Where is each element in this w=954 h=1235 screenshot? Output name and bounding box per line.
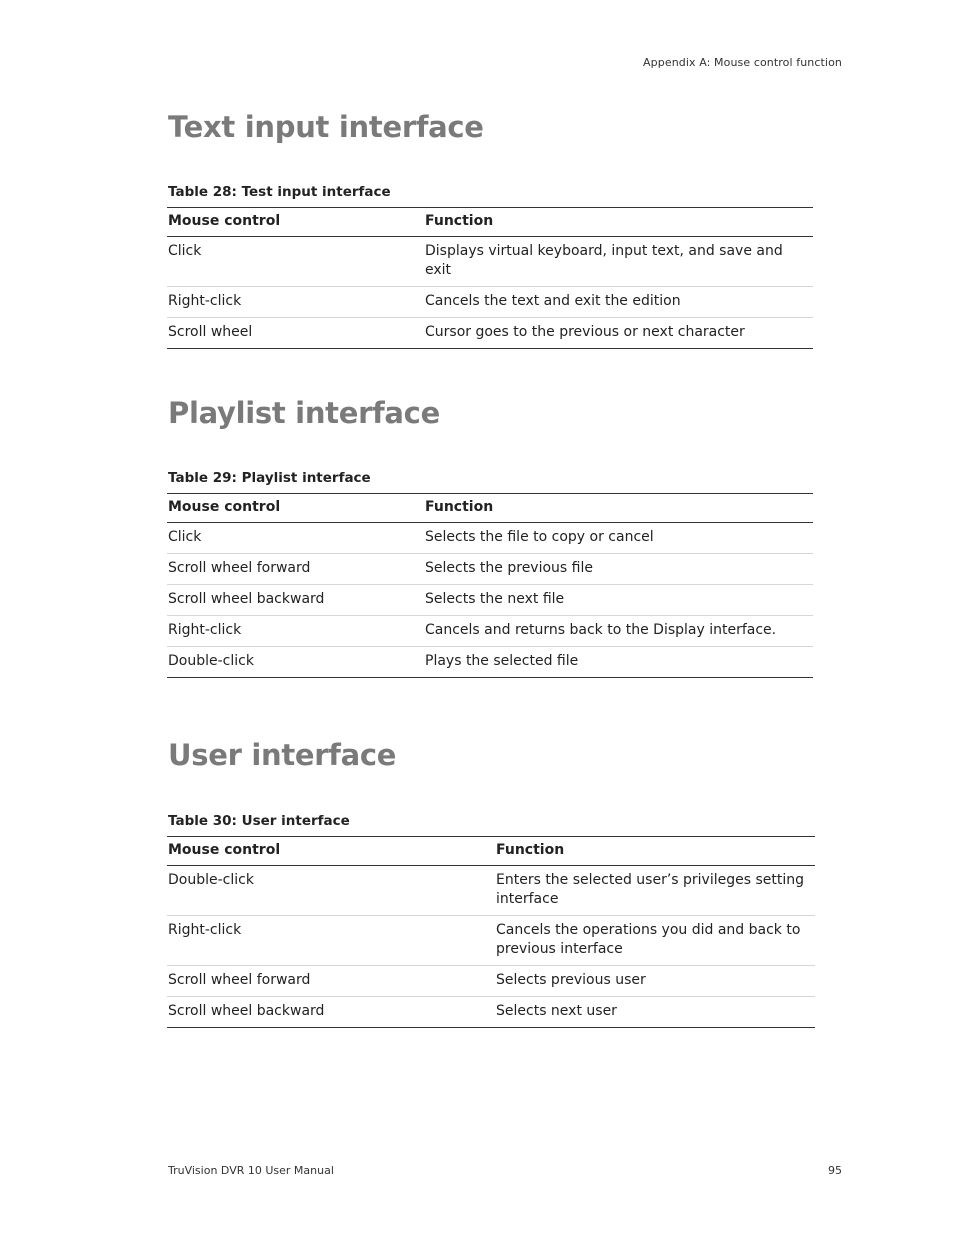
function-cell: Enters the selected user’s privileges setting interface xyxy=(495,866,815,916)
table-row xyxy=(167,997,815,1028)
function-cell: Selects the previous file xyxy=(424,554,813,585)
table-row xyxy=(167,554,813,585)
function-cell: Cursor goes to the previous or next character xyxy=(424,318,813,349)
function-cell: Cancels and returns back to the Display interface. xyxy=(424,616,813,647)
column-header-function: Function xyxy=(495,837,815,866)
mouse-control-cell: Scroll wheel forward xyxy=(167,554,424,585)
mouse-control-cell: Right-click xyxy=(167,916,495,966)
function-cell: Displays virtual keyboard, input text, and save and exit xyxy=(424,237,813,287)
column-header-function: Function xyxy=(424,494,813,523)
column-header-function: Function xyxy=(424,208,813,237)
playlist-table xyxy=(167,493,813,678)
mouse-control-cell: Double-click xyxy=(167,647,424,678)
function-cell: Selects the next file xyxy=(424,585,813,616)
mouse-control-cell: Click xyxy=(167,237,424,287)
column-header-mouse-control: Mouse control xyxy=(167,494,424,523)
table-row xyxy=(167,318,813,349)
function-cell: Selects the file to copy or cancel xyxy=(424,523,813,554)
table-row xyxy=(167,523,813,554)
table-row xyxy=(167,585,813,616)
function-cell: Selects previous user xyxy=(495,966,815,997)
table-row xyxy=(167,916,815,966)
table-header-row xyxy=(167,837,815,866)
mouse-control-cell: Scroll wheel forward xyxy=(167,966,495,997)
table-row xyxy=(167,616,813,647)
footer-manual-title: TruVision DVR 10 User Manual xyxy=(168,1164,334,1177)
mouse-control-cell: Right-click xyxy=(167,287,424,318)
footer-page-number: 95 xyxy=(828,1164,842,1177)
column-header-mouse-control: Mouse control xyxy=(167,208,424,237)
table-row xyxy=(167,647,813,678)
table-caption-30: Table 30: User interface xyxy=(168,813,350,829)
table-header-row xyxy=(167,208,813,237)
function-cell: Cancels the text and exit the edition xyxy=(424,287,813,318)
function-cell: Plays the selected file xyxy=(424,647,813,678)
table-row xyxy=(167,287,813,318)
section-title-user: User interface xyxy=(168,738,397,772)
table-row xyxy=(167,966,815,997)
mouse-control-cell: Scroll wheel xyxy=(167,318,424,349)
function-cell: Selects next user xyxy=(495,997,815,1028)
table-header-row xyxy=(167,494,813,523)
table-caption-29: Table 29: Playlist interface xyxy=(168,470,371,486)
column-header-mouse-control: Mouse control xyxy=(167,837,495,866)
table-caption-28: Table 28: Test input interface xyxy=(168,184,391,200)
mouse-control-cell: Double-click xyxy=(167,866,495,916)
mouse-control-cell: Click xyxy=(167,523,424,554)
section-title-playlist: Playlist interface xyxy=(168,396,440,430)
table-row xyxy=(167,237,813,287)
section-title-text-input: Text input interface xyxy=(168,110,484,144)
running-header: Appendix A: Mouse control function xyxy=(643,56,842,69)
text-input-table xyxy=(167,207,813,349)
mouse-control-cell: Scroll wheel backward xyxy=(167,997,495,1028)
mouse-control-cell: Right-click xyxy=(167,616,424,647)
user-table xyxy=(167,836,815,1028)
function-cell: Cancels the operations you did and back to previous interface xyxy=(495,916,815,966)
mouse-control-cell: Scroll wheel backward xyxy=(167,585,424,616)
table-row xyxy=(167,866,815,916)
